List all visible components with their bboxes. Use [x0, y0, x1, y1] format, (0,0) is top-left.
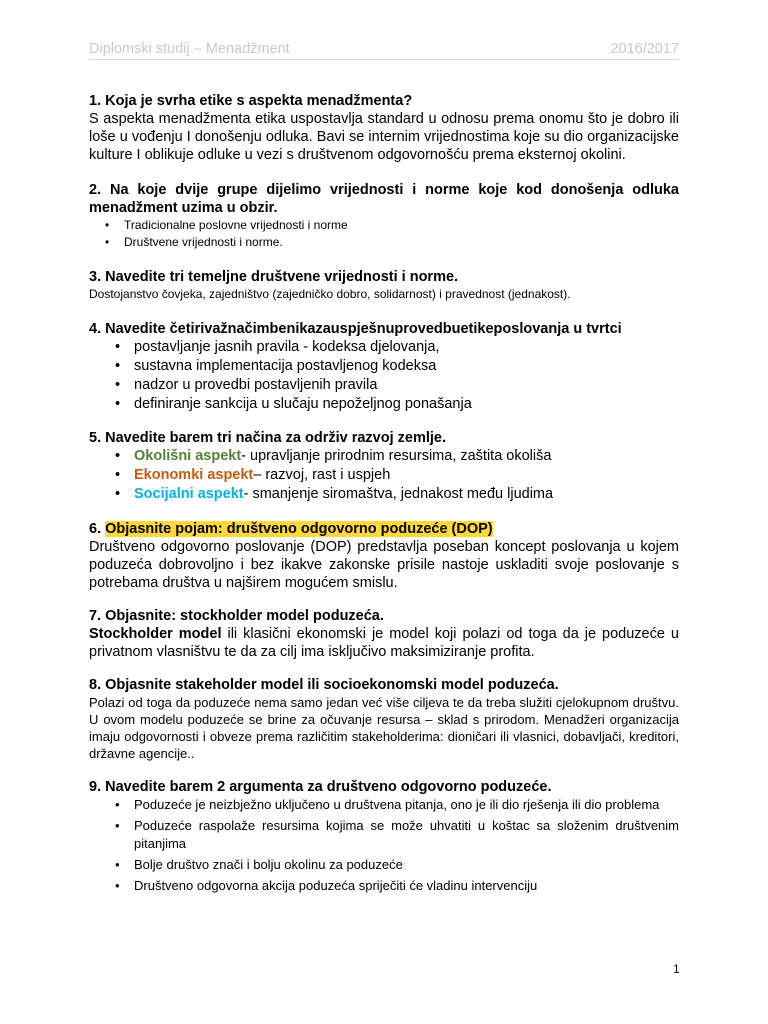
- question-5: [89, 429, 679, 504]
- question-6: [89, 520, 679, 592]
- list-item: • definiranje sankcija u slučaju nepoželjnog ponašanja: [134, 395, 679, 414]
- list-item: • sustavna implementacija postavljenog kodeksa: [134, 357, 679, 376]
- list-item: [134, 466, 679, 485]
- question-1: [89, 92, 679, 164]
- question-9-title: 9. Navedite barem 2 argumenta za društveno odgovorno poduzeće.: [89, 779, 552, 795]
- question-6-title: [89, 520, 679, 538]
- question-6-number: 6.: [89, 521, 102, 537]
- question-9: [89, 778, 679, 895]
- list-item: [134, 485, 679, 504]
- question-4: [89, 320, 679, 414]
- list-item: • Tradicionalne poslovne vrijednosti i norme: [124, 217, 679, 234]
- list-item: • nadzor u provedbi postavljenih pravila: [134, 376, 679, 395]
- question-6-answer: Društveno odgovorno poslovanje (DOP) predstavlja poseban koncept poslovanja u kojem poduzeća dobrovoljno i bez ikakve zakonske prisile nastoje uskladiti svoje poslovanje s potrebama društva u najširem mogućem smislu.: [89, 539, 679, 591]
- question-1-answer: S aspekta menadžmenta etika uspostavlja standard u odnosu prema onomu što je dobro ili loše u vođenju I donošenju odluka. Bavi se internim vrijednostima koje su dio organizacijske kulture I oblikuje odluke u vezi s društvenom odgovornošću prema eksternoj okolini.: [89, 111, 679, 163]
- question-8: [89, 676, 679, 762]
- question-5-title: 5. Navedite barem tri načina za održiv razvoj zemlje.: [89, 430, 446, 446]
- question-5-list: [89, 447, 679, 504]
- question-1-title: 1. Koja je svrha etike s aspekta menadžmenta?: [89, 93, 413, 109]
- highlighted-title: Objasnite pojam: društveno odgovorno poduzeće (DOP): [105, 521, 493, 537]
- list-item: • Poduzeće raspolaže resursima kojima se može uhvatiti u koštac sa složenim društvenim pitanjima: [134, 817, 679, 853]
- document-page: [89, 40, 679, 898]
- list-item: • Društveno odgovorna akcija poduzeća spriječiti će vladinu intervenciju: [134, 877, 679, 895]
- question-2-title: 2. Na koje dvije grupe dijelimo vrijednosti i norme koje kod donošenja odluka menadžment uzima u obzir.: [89, 182, 679, 216]
- aspect-text: - smanjenje siromaštva, jednakost među ljudima: [243, 486, 554, 502]
- header-course: Diplomski studij – Menadžment: [89, 41, 290, 57]
- header-year: 2016/2017: [610, 41, 679, 57]
- question-3-title: 3. Navedite tri temeljne društvene vrijednosti i norme.: [89, 269, 459, 285]
- aspect-label-economic: Ekonomki aspekt: [134, 467, 254, 483]
- stockholder-term: Stockholder model: [89, 626, 222, 642]
- question-8-title: 8. Objasnite stakeholder model ili socioekonomski model poduzeća.: [89, 677, 559, 693]
- page-header: [89, 40, 679, 60]
- question-7-title: 7. Objasnite: stockholder model poduzeća.: [89, 608, 384, 624]
- stockholder-definition: ili klasični ekonomski je model koji polazi od toga da je poduzeće u privatnom vlasništvu te da za cilj ima isključivo maksimiziranje profita.: [89, 626, 679, 660]
- aspect-text: - upravljanje prirodnim resursima, zaštita okoliša: [241, 448, 552, 464]
- aspect-text: – razvoj, rast i uspjeh: [253, 467, 391, 483]
- question-4-title: 4. Navedite četirivažnačimbenikazauspješnuprovedbuetikeposlovanja u tvrtci: [89, 321, 622, 337]
- list-item: [134, 447, 679, 466]
- aspect-label-social: Socijalni aspekt: [134, 486, 244, 502]
- page-number: 1: [673, 962, 680, 976]
- question-9-list: [89, 796, 679, 895]
- list-item: • postavljanje jasnih pravila - kodeksa djelovanja,: [134, 338, 679, 357]
- list-item: • Poduzeće je neizbježno uključeno u društvena pitanja, ono je ili dio rješenja ili dio problema: [134, 796, 679, 814]
- question-7: [89, 607, 679, 661]
- question-4-list: [89, 338, 679, 414]
- question-3-answer: Dostojanstvo čovjeka, zajedništvo (zajedničko dobro, solidarnost) i pravednost (jednakost).: [89, 287, 571, 301]
- question-2-list: [89, 217, 679, 251]
- question-8-answer: Polazi od toga da poduzeće nema samo jedan već više ciljeva te da treba služiti cjelokupnom društvu. U ovom modelu poduzeće se brine za očuvanje resursa – sklad s prirodom. Menadžeri organizacija imaju odgovornosti i obveze prema različitim stakeholderima: dioničari ili vlasnici, dobavljači, kreditori, državne agencije..: [89, 695, 679, 761]
- question-2: [89, 181, 679, 251]
- list-item: • Bolje društvo znači i bolju okolinu za poduzeće: [134, 856, 679, 874]
- list-item: • Društvene vrijednosti i norme.: [124, 234, 679, 251]
- question-3: [89, 268, 679, 303]
- question-7-answer: [89, 625, 679, 661]
- aspect-label-environment: Okolišni aspekt: [134, 448, 242, 464]
